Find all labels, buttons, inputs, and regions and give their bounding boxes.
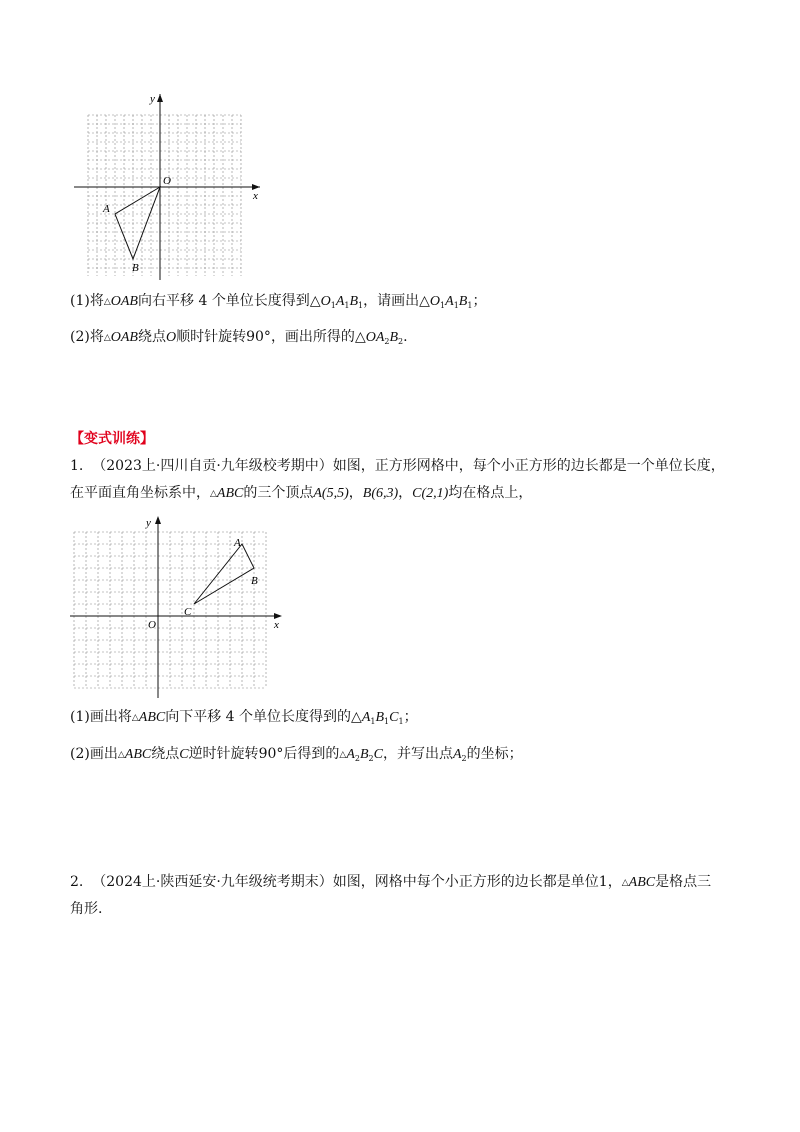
y-axis-label: y xyxy=(146,517,151,529)
text: 个单位长度得到的 xyxy=(239,709,352,725)
point-name: O xyxy=(165,330,177,345)
text: (1)画出将 xyxy=(70,709,132,725)
text: ； xyxy=(403,709,418,725)
number: 4 xyxy=(225,709,235,725)
y-axis-arrow xyxy=(155,516,161,524)
grid-lines xyxy=(74,532,266,688)
triangle-symbol: △ xyxy=(103,333,111,343)
text: 如图，正方形网格中，每个小正方形的边长都是一个单位长度， xyxy=(332,458,725,474)
text: 的三个顶点 xyxy=(243,485,314,501)
unit-value: 1 xyxy=(598,874,608,890)
problem-2-line-1 xyxy=(70,873,711,892)
point-b-label: B xyxy=(251,575,258,587)
problem-1-line-2 xyxy=(70,484,532,503)
figure-1-coordinate-grid xyxy=(70,88,270,280)
section-title: 【变式训练】 xyxy=(70,431,154,447)
text: 向下平移 xyxy=(165,709,222,725)
y-axis-arrow xyxy=(157,94,163,102)
text: 个单位长度得到 xyxy=(211,293,310,309)
text: (1)将 xyxy=(70,293,104,309)
triangle-name: ABC xyxy=(138,710,166,725)
x-axis-label: x xyxy=(274,619,279,631)
triangle-symbol: △ xyxy=(621,878,629,888)
text: 顺时针旋转 xyxy=(176,329,247,345)
text: ，画出所得的 xyxy=(270,329,355,345)
point-name: C xyxy=(179,747,189,762)
origin-label: O xyxy=(163,175,171,187)
text: 是格点三 xyxy=(655,874,712,890)
text: 在平面直角坐标系中， xyxy=(70,485,210,501)
triangle-a2b2c: $\triangle A_2B_2C$ xyxy=(339,747,383,763)
triangle-abc xyxy=(194,544,254,604)
triangle-name: ABC xyxy=(124,747,152,762)
triangle-symbol: △ xyxy=(103,297,111,307)
problem-source: （2023上·四川自贡·九年级校考期中） xyxy=(92,458,333,474)
text: 绕点 xyxy=(137,329,166,345)
problem-source: （2024上·陕西延安·九年级统考期末） xyxy=(92,874,333,890)
problem-number: 1. xyxy=(70,458,84,474)
point-c-label: C xyxy=(184,606,192,618)
triangle-name: ABC xyxy=(628,875,656,890)
text: (2)将 xyxy=(70,329,104,345)
problem-number: 2. xyxy=(70,874,84,890)
text: 如图，网格中每个小正方形的边长都是单位 xyxy=(332,874,599,890)
triangle-name: OAB xyxy=(110,330,138,345)
triangle-o1a1b1: $\triangle O_1A_1B_1$ xyxy=(309,293,364,310)
text: (2)画出 xyxy=(70,746,118,762)
text: ； xyxy=(472,293,487,309)
text: 的坐标； xyxy=(466,746,523,762)
figure-2-coordinate-grid xyxy=(70,512,290,698)
text: ， xyxy=(398,485,413,501)
triangle-symbol: △ xyxy=(131,713,139,723)
point-c-coordinates: C(2,1) xyxy=(412,486,449,501)
axes xyxy=(70,518,280,698)
triangle-name: ABC xyxy=(216,486,244,501)
text: . xyxy=(403,329,408,345)
grid-lines xyxy=(88,115,241,276)
text: 向右平移 xyxy=(137,293,194,309)
x-axis-label: x xyxy=(253,190,258,202)
triangle-o1a1b1: $\triangle O_1A_1B_1$ xyxy=(419,293,473,310)
triangle-oa2b2: $\triangle OA_2B_2$ xyxy=(354,329,404,346)
point-a-coordinates: A(5,5) xyxy=(313,486,349,501)
question-1-1 xyxy=(70,708,418,731)
origin-label: O xyxy=(148,619,156,631)
angle: 90° xyxy=(246,329,271,345)
text: 逆时针旋转 xyxy=(188,746,259,762)
triangle-name: OAB xyxy=(110,294,138,309)
triangle-symbol: △ xyxy=(210,489,217,499)
number: 4 xyxy=(198,293,208,309)
text: 后得到的 xyxy=(283,746,340,762)
y-axis-label: y xyxy=(150,93,155,105)
triangle-a1b1c1: $\triangle A_1B_1C_1$ xyxy=(351,709,404,726)
text: ，并写出点 xyxy=(382,746,453,762)
text: ， xyxy=(348,485,363,501)
question-1-2 xyxy=(70,745,523,768)
triangle-symbol: △ xyxy=(117,750,125,760)
text: 绕点 xyxy=(151,746,180,762)
point-b-coordinates: B(6,3) xyxy=(362,486,399,501)
angle: 90° xyxy=(258,746,284,762)
point-a-label: A xyxy=(234,537,241,549)
question-0-2 xyxy=(70,328,408,351)
text: 均在格点上， xyxy=(448,485,533,501)
text: ，请画出 xyxy=(363,293,420,309)
problem-2-line-2: 角形. xyxy=(70,901,103,917)
question-0-1 xyxy=(70,292,486,315)
problem-1-line-1 xyxy=(70,457,725,475)
point-a2: $A_2$ xyxy=(452,747,467,763)
point-b-label: B xyxy=(132,262,139,274)
text: ， xyxy=(607,874,622,890)
point-a-label: A xyxy=(103,203,110,215)
